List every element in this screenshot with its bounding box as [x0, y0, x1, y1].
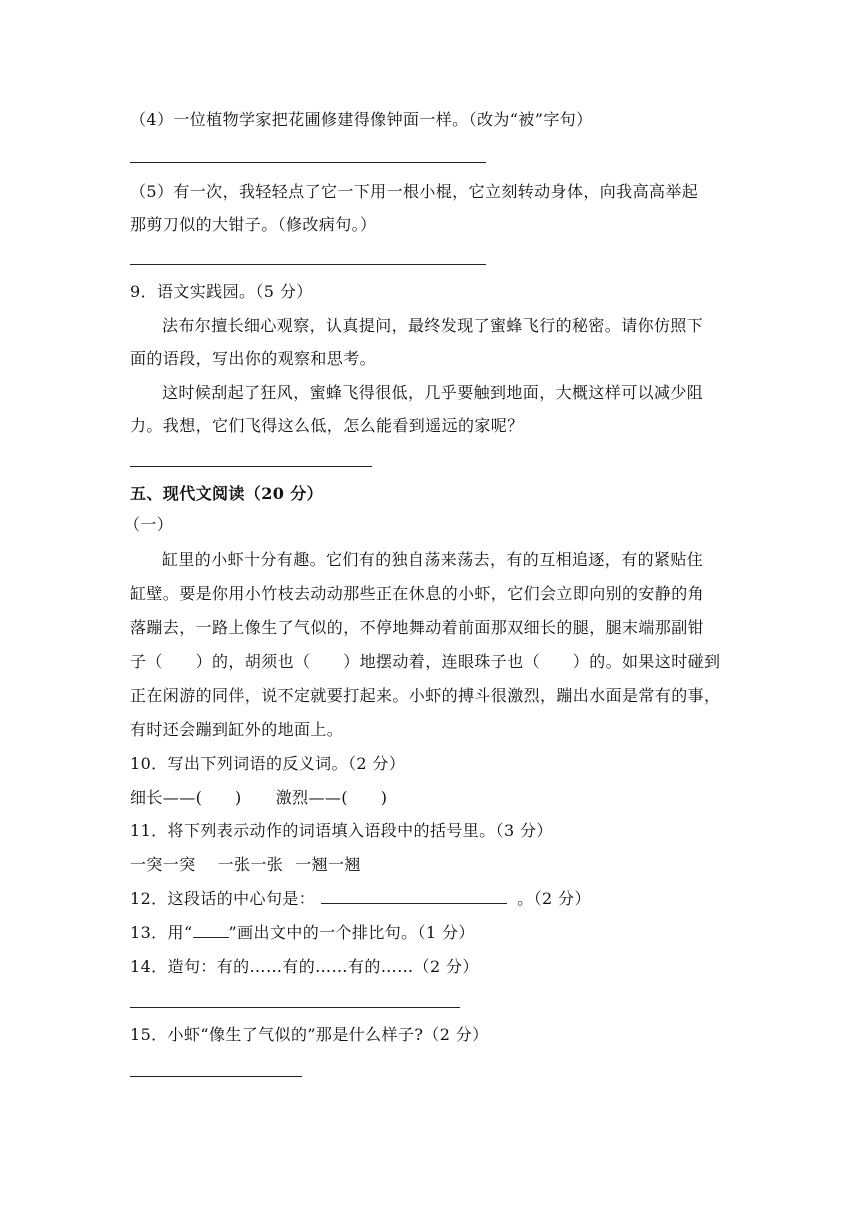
q15-answer-line[interactable]: [130, 1076, 302, 1077]
q11-word: 一张一张: [217, 855, 284, 874]
q10-pairs: [130, 788, 387, 808]
section5-subtitle: （一）: [124, 515, 174, 534]
q9-para1-line2: 面的语段，写出你的观察和思考。: [130, 349, 377, 368]
q13-line: [130, 923, 475, 943]
passage-line: 缸里的小虾十分有趣。它们有的独自荡来荡去，有的互相追逐，有的紧贴住: [162, 550, 704, 569]
q11-title: 11．将下列表示动作的词语填入语段中的括号里。（3 分）: [130, 821, 553, 840]
q8-item5-answer-line[interactable]: [130, 264, 486, 265]
q13-prefix: 13．用“: [130, 923, 193, 942]
section5-title: 五、现代文阅读（20 分）: [130, 484, 324, 503]
q8-item4-answer-line[interactable]: [130, 162, 486, 163]
q8-item4-text: （4）一位植物学家把花圃修建得像钟面一样。（改为“被”字句）: [130, 110, 593, 129]
q11-word: 一翘一翘: [295, 855, 361, 874]
q8-item5-line2: 那剪刀似的大钳子。（修改病句。）: [130, 215, 377, 234]
passage-line: 有时还会蹦到缸外的地面上。: [130, 720, 344, 739]
q9-answer-line[interactable]: [130, 466, 372, 467]
q13-suffix: ”画出文中的一个排比句。（1 分）: [228, 923, 475, 942]
q13-underline-sample: [193, 923, 229, 938]
q9-title: 9．语文实践园。（5 分）: [130, 282, 313, 301]
q9-para2-line2: 力。我想，它们飞得这么低，怎么能看到遥远的家呢？: [130, 416, 524, 435]
q9-para2-line1: 这时候刮起了狂风，蜜蜂飞得很低，几乎要触到地面，大概这样可以减少阻: [162, 383, 704, 402]
q12-line: [130, 889, 591, 909]
q10-antonym-slot-1[interactable]: 细长——( ): [130, 788, 242, 807]
q14-answer-line[interactable]: [130, 1007, 460, 1008]
q10-antonym-slot-2[interactable]: 激烈——( ): [275, 788, 388, 807]
q11-word: 一突一突: [130, 855, 196, 874]
q12-answer-blank[interactable]: [321, 889, 507, 904]
q10-title: 10．写出下列词语的反义词。（2 分）: [130, 754, 406, 773]
q9-para1-line1: 法布尔擅长细心观察，认真提问，最终发现了蜜蜂飞行的秘密。请你仿照下: [162, 316, 704, 335]
passage-line: 落蹦去，一路上像生了气似的，不停地舞动着前面那双细长的腿，腿末端那副钳: [130, 618, 705, 637]
passage-line: 正在闲游的同伴，说不定就要打起来。小虾的搏斗很激烈，蹦出水面是常有的事，: [130, 686, 721, 705]
q11-word-list: [130, 855, 361, 875]
q15-title: 15．小虾“像生了气似的”那是什么样子?（2 分）: [130, 1025, 489, 1044]
passage-line: 缸壁。要是你用小竹枝去动动那些正在休息的小虾，它们会立即向别的安静的角: [130, 584, 705, 603]
passage-line: 子（ ）的，胡须也（ ）地摆动着，连眼珠子也（ ）的。如果这时碰到: [130, 652, 721, 671]
q12-prefix: 12．这段话的中心句是：: [130, 889, 316, 908]
q12-suffix: 。（2 分）: [517, 889, 591, 908]
q14-title: 14．造句：有的……有的……有的……（2 分）: [130, 957, 479, 976]
q8-item5-line1: （5）有一次，我轻轻点了它一下用一根小棍，它立刻转动身体，向我高高举起: [130, 182, 699, 201]
